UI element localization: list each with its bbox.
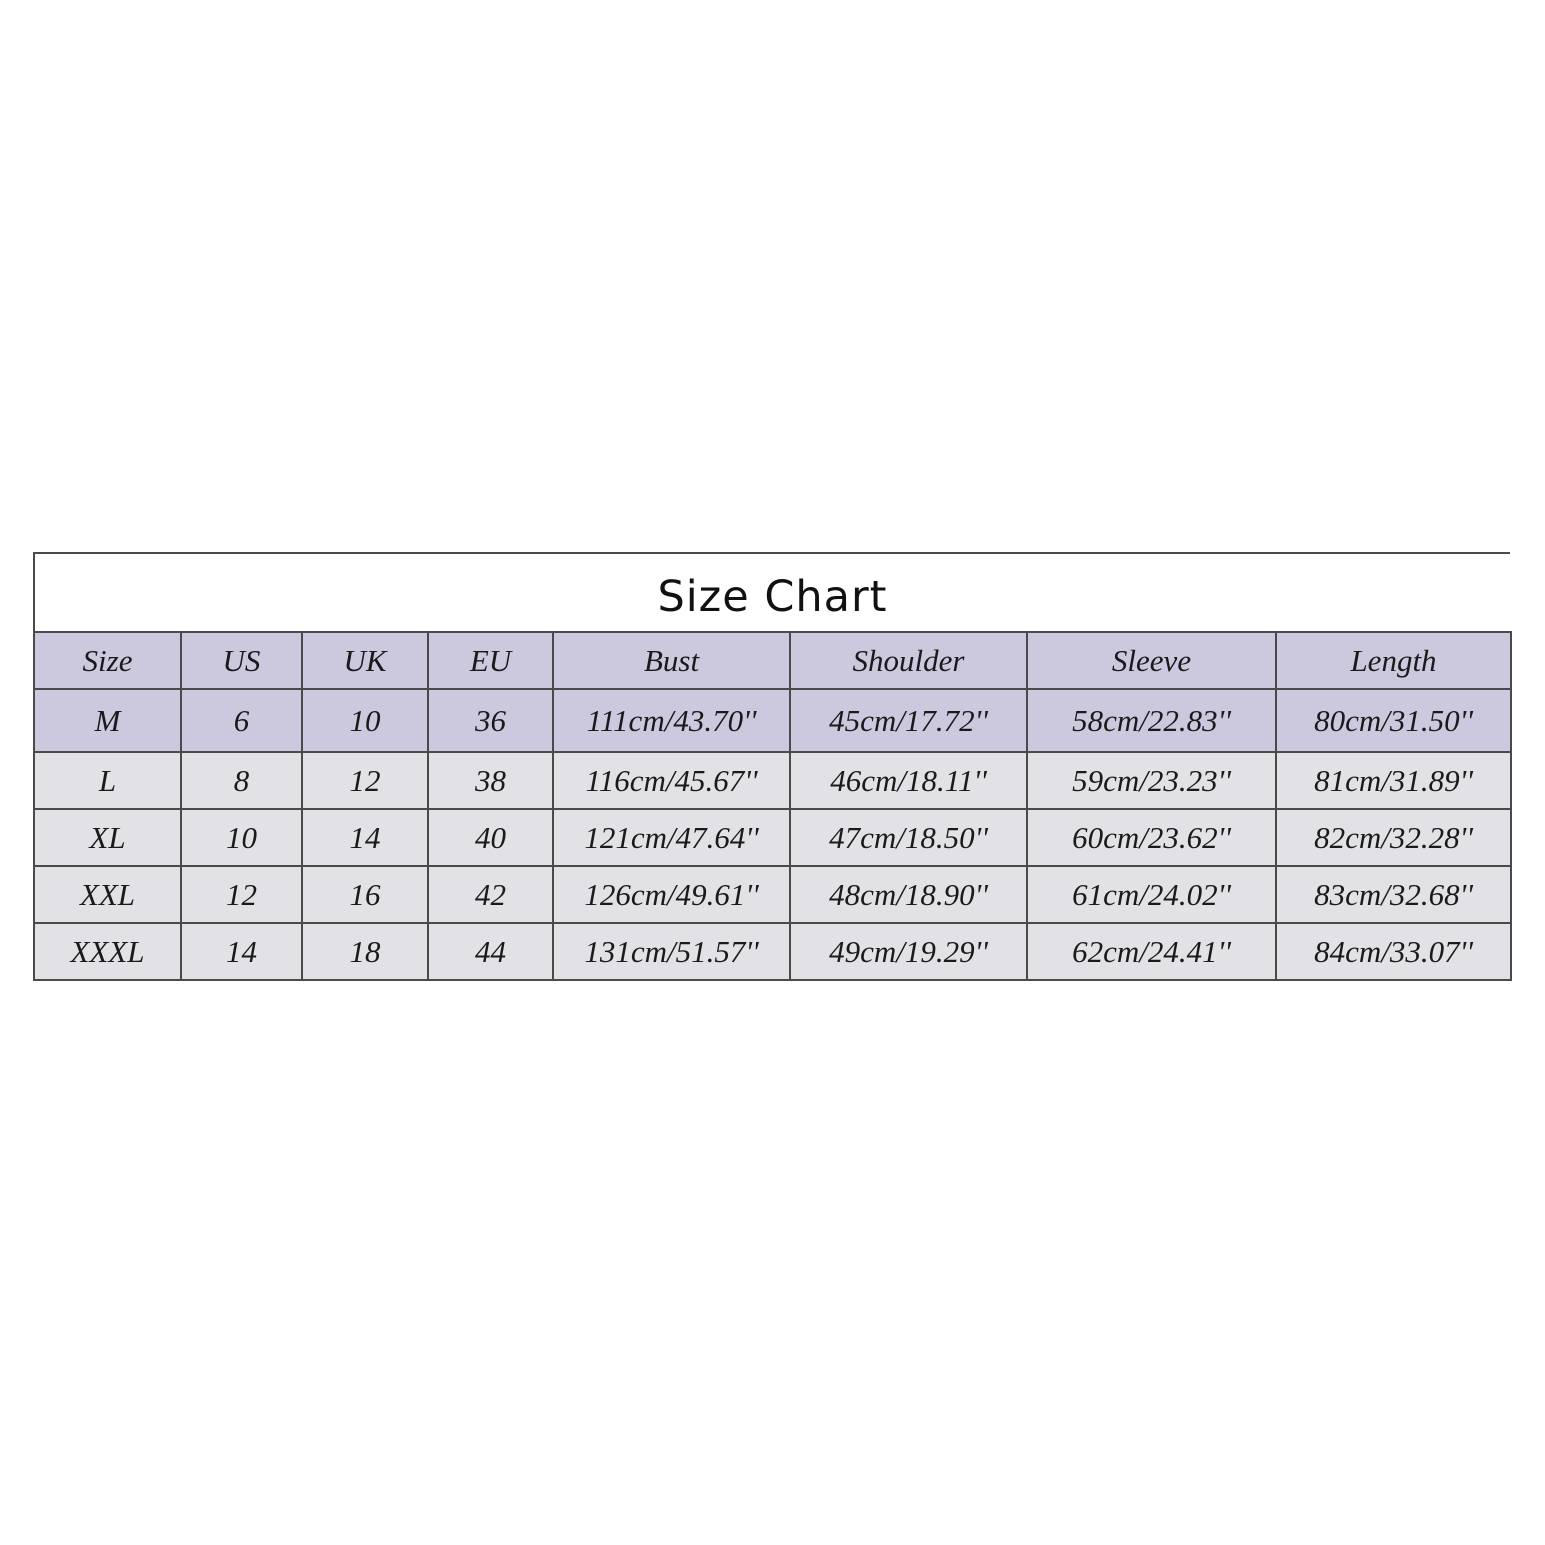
cell-length: 83cm/32.68'' (1276, 866, 1511, 923)
size-chart-title: Size Chart (657, 572, 888, 622)
cell-us: 10 (181, 809, 302, 866)
header-us: US (181, 632, 302, 689)
table-row (34, 689, 1511, 752)
cell-eu: 44 (428, 923, 553, 980)
cell-bust: 131cm/51.57'' (553, 923, 790, 980)
table-header-row (34, 632, 1511, 689)
cell-size: M (34, 689, 181, 752)
cell-uk: 16 (302, 866, 428, 923)
header-eu: EU (428, 632, 553, 689)
cell-eu: 40 (428, 809, 553, 866)
table-row (34, 809, 1511, 866)
cell-length: 84cm/33.07'' (1276, 923, 1511, 980)
cell-sleeve: 61cm/24.02'' (1027, 866, 1276, 923)
header-uk: UK (302, 632, 428, 689)
header-sleeve: Sleeve (1027, 632, 1276, 689)
cell-us: 6 (181, 689, 302, 752)
cell-uk: 14 (302, 809, 428, 866)
cell-uk: 10 (302, 689, 428, 752)
cell-eu: 38 (428, 752, 553, 809)
header-bust: Bust (553, 632, 790, 689)
header-shoulder: Shoulder (790, 632, 1027, 689)
cell-us: 12 (181, 866, 302, 923)
cell-length: 80cm/31.50'' (1276, 689, 1511, 752)
cell-sleeve: 62cm/24.41'' (1027, 923, 1276, 980)
cell-eu: 42 (428, 866, 553, 923)
cell-length: 81cm/31.89'' (1276, 752, 1511, 809)
size-chart (33, 552, 1510, 981)
cell-bust: 126cm/49.61'' (553, 866, 790, 923)
cell-sleeve: 58cm/22.83'' (1027, 689, 1276, 752)
header-size: Size (34, 632, 181, 689)
cell-bust: 111cm/43.70'' (553, 689, 790, 752)
cell-us: 14 (181, 923, 302, 980)
cell-shoulder: 49cm/19.29'' (790, 923, 1027, 980)
cell-size: XL (34, 809, 181, 866)
cell-us: 8 (181, 752, 302, 809)
cell-length: 82cm/32.28'' (1276, 809, 1511, 866)
header-length: Length (1276, 632, 1511, 689)
table-row (34, 866, 1511, 923)
size-chart-title-row (33, 552, 1510, 631)
cell-shoulder: 47cm/18.50'' (790, 809, 1027, 866)
cell-uk: 12 (302, 752, 428, 809)
cell-sleeve: 59cm/23.23'' (1027, 752, 1276, 809)
size-table (33, 631, 1512, 981)
cell-bust: 121cm/47.64'' (553, 809, 790, 866)
cell-eu: 36 (428, 689, 553, 752)
table-row (34, 752, 1511, 809)
cell-size: XXXL (34, 923, 181, 980)
cell-uk: 18 (302, 923, 428, 980)
cell-size: XXL (34, 866, 181, 923)
cell-size: L (34, 752, 181, 809)
table-row (34, 923, 1511, 980)
cell-sleeve: 60cm/23.62'' (1027, 809, 1276, 866)
cell-shoulder: 48cm/18.90'' (790, 866, 1027, 923)
cell-shoulder: 45cm/17.72'' (790, 689, 1027, 752)
cell-shoulder: 46cm/18.11'' (790, 752, 1027, 809)
cell-bust: 116cm/45.67'' (553, 752, 790, 809)
